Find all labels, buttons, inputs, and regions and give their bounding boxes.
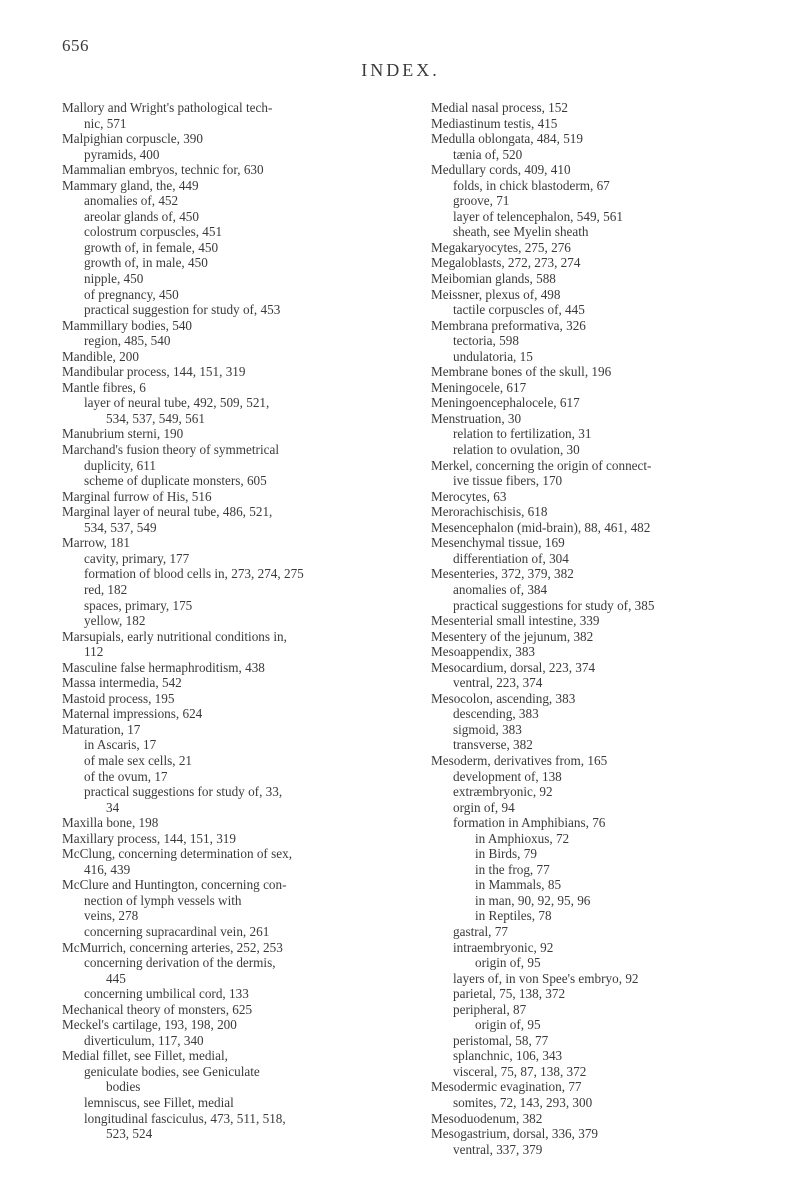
index-entry: formation in Amphibians, 76 [453,815,606,831]
index-entry: of male sex cells, 21 [84,752,193,768]
index-entry: transverse, 382 [453,737,533,753]
index-entry: pyramids, 400 [84,146,160,162]
index-entry: Mesencephalon (mid-brain), 88, 461, 482 [431,519,651,535]
index-entry: Menstruation, 30 [431,410,522,426]
index-entry: formation of blood cells in, 273, 274, 275 [84,566,304,582]
index-entry: somites, 72, 143, 293, 300 [453,1095,593,1110]
index-entry: longitudinal fasciculus, 473, 511, 518, [84,1110,286,1126]
index-entry: Mastoid process, 195 [62,690,175,706]
index-entry: Masculine false hermaphroditism, 438 [62,659,265,675]
index-entry: cavity, primary, 177 [84,550,190,566]
index-column-left [62,100,402,1142]
index-entry: Mandible, 200 [62,348,139,364]
index-entry: Meissner, plexus of, 498 [431,286,561,302]
index-entry: Marginal furrow of His, 516 [62,488,212,504]
index-entry: diverticulum, 117, 340 [84,1032,204,1048]
index-entry: scheme of duplicate monsters, 605 [84,473,267,489]
index-entry: Mesogastrium, dorsal, 336, 379 [431,1126,599,1142]
index-entry: Meningoencephalocele, 617 [431,395,580,411]
index-entry: Merkel, concerning the origin of connect- [431,457,652,473]
index-entry: bodies [106,1079,141,1095]
index-entry: Mesocolon, ascending, 383 [431,690,576,706]
index-entry: descending, 383 [453,706,539,722]
index-entry: Megakaryocytes, 275, 276 [431,239,571,255]
index-entry: development of, 138 [453,768,562,784]
index-entry: Mesocardium, dorsal, 223, 374 [431,659,596,675]
index-entry: Marrow, 181 [62,535,130,551]
index-entry: in Ascaris, 17 [84,737,157,753]
index-entry: peristomal, 58, 77 [453,1032,549,1048]
index-entry: Mandibular process, 144, 151, 319 [62,364,246,380]
index-entry: Mesoappendix, 383 [431,644,536,660]
index-entry: lemniscus, see Fillet, medial [84,1095,234,1110]
index-entry: yellow, 182 [84,613,146,629]
index-entry: relation to fertilization, 31 [453,426,592,442]
index-entry: growth of, in male, 450 [84,255,208,271]
index-column-right [431,100,783,1157]
index-entry: ventral, 223, 374 [453,675,543,691]
index-entry: layers of, in von Spee's embryo, 92 [453,970,639,986]
index-entry: Meckel's cartilage, 193, 198, 200 [62,1017,237,1033]
index-entry: 445 [106,970,126,986]
index-entry: practical suggestions for study of, 385 [453,597,655,613]
index-entry: growth of, in female, 450 [84,239,219,255]
index-entry: red, 182 [84,581,128,597]
index-entry: nipple, 450 [84,271,144,287]
index-entry: 523, 524 [106,1126,153,1142]
index-entry: undulatoria, 15 [453,348,533,364]
index-entry: extræmbryonic, 92 [453,784,553,800]
index-entry: 534, 537, 549 [84,519,157,535]
index-entry: Meningocele, 617 [431,379,527,395]
index-entry: practical suggestion for study of, 453 [84,302,281,318]
index-entry: Marginal layer of neural tube, 486, 521, [62,504,273,520]
index-entry: groove, 71 [453,193,510,209]
index-entry: of the ovum, 17 [84,768,168,784]
index-entry: in Amphioxus, 72 [475,830,570,846]
index-entry: orgin of, 94 [453,799,515,815]
index-entry: duplicity, 611 [84,457,156,473]
index-entry: Medial fillet, see Fillet, medial, [62,1048,228,1064]
index-entry: concerning umbilical cord, 133 [84,986,249,1002]
index-entry: ive tissue fibers, 170 [453,473,563,489]
index-entry: 34 [106,799,120,815]
index-entry: tactile corpuscles of, 445 [453,302,585,318]
index-entry: Maternal impressions, 624 [62,706,203,722]
index-entry: in Reptiles, 78 [475,908,552,924]
index-entry: McClure and Huntington, concerning con- [62,877,287,893]
index-entry: 416, 439 [84,861,131,877]
index-entry: Maxillary process, 144, 151, 319 [62,830,236,846]
index-entry: Medial nasal process, 152 [431,100,568,115]
index-entry: Mediastinum testis, 415 [431,115,558,131]
index-entry: McMurrich, concerning arteries, 252, 253 [62,939,283,955]
index-entry: ventral, 337, 379 [453,1141,543,1157]
index-entry: Meibomian glands, 588 [431,271,556,287]
index-entry: Mesenchymal tissue, 169 [431,535,565,551]
index-entry: Membrane bones of the skull, 196 [431,364,612,380]
index-entry: Membrana preformativa, 326 [431,317,586,333]
index-entry: Mammary gland, the, 449 [62,177,199,193]
index-entry: Mantle fibres, 6 [62,379,146,395]
index-entry: intraembryonic, 92 [453,939,554,955]
index-entry: Merocytes, 63 [431,488,507,504]
index-entry: gastral, 77 [453,923,508,939]
index-entry: origin of, 95 [475,955,541,971]
index-entry: 534, 537, 549, 561 [106,410,205,426]
index-entry: Maxilla bone, 198 [62,815,159,831]
index-entry: sheath, see Myelin sheath [453,224,589,240]
running-head: INDEX. [361,60,440,80]
index-entry: in man, 90, 92, 95, 96 [475,892,591,908]
index-entry: 112 [84,644,104,660]
index-entry: Marsupials, early nutritional conditions in, [62,628,287,644]
index-entry: in the frog, 77 [475,861,550,877]
index-entry: practical suggestions for study of, 33, [84,784,283,800]
index-entry: Megaloblasts, 272, 273, 274 [431,255,581,271]
index-entry: Mammillary bodies, 540 [62,317,193,333]
index-entry: nection of lymph vessels with [84,892,242,908]
index-entry: Medulla oblongata, 484, 519 [431,131,583,147]
index-entry: in Mammals, 85 [475,877,562,893]
index-entry: spaces, primary, 175 [84,597,193,613]
index-entry: anomalies of, 452 [84,193,179,209]
index-entry: Mesenteries, 372, 379, 382 [431,566,574,582]
index-entry: Merorachischisis, 618 [431,504,548,520]
index-entry: origin of, 95 [475,1017,541,1033]
index-entry: parietal, 75, 138, 372 [453,986,566,1002]
index-entry: Mesoduodenum, 382 [431,1110,543,1126]
index-entry: concerning supracardinal vein, 261 [84,923,270,939]
index-entry: layer of neural tube, 492, 509, 521, [84,395,270,411]
index-entry: nic, 571 [84,115,127,131]
index-entry: folds, in chick blastoderm, 67 [453,177,610,193]
index-entry: Mesenterial small intestine, 339 [431,613,600,629]
index-entry: Maturation, 17 [62,721,141,737]
index-entry: splanchnic, 106, 343 [453,1048,563,1064]
index-entry: Mesoderm, derivatives from, 165 [431,752,608,768]
index-entry: Mechanical theory of monsters, 625 [62,1001,253,1017]
index-entry: Mesentery of the jejunum, 382 [431,628,594,644]
index-entry: Manubrium sterni, 190 [62,426,184,442]
index-entry: areolar glands of, 450 [84,208,199,224]
index-entry: tænia of, 520 [453,146,523,162]
index-entry: relation to ovulation, 30 [453,442,580,458]
index-entry: Mammalian embryos, technic for, 630 [62,162,264,178]
index-entry: of pregnancy, 450 [84,286,179,302]
index-entry: visceral, 75, 87, 138, 372 [453,1063,587,1079]
index-entry: concerning derivation of the dermis, [84,955,276,971]
index-entry: peripheral, 87 [453,1001,527,1017]
index-entry: geniculate bodies, see Geniculate [84,1063,260,1079]
index-entry: differentiation of, 304 [453,550,569,566]
index-entry: tectoria, 598 [453,333,519,349]
index-entry: in Birds, 79 [475,846,537,862]
index-entry: Malpighian corpuscle, 390 [62,131,203,147]
index-entry: anomalies of, 384 [453,581,548,597]
index-entry: layer of telencephalon, 549, 561 [453,208,623,224]
index-entry: Medullary cords, 409, 410 [431,162,571,178]
index-entry: Massa intermedia, 542 [62,675,182,691]
index-entry: veins, 278 [84,908,139,924]
index-entry: Mallory and Wright's pathological tech- [62,100,273,115]
index-entry: region, 485, 540 [84,333,171,349]
index-entry: Mesodermic evagination, 77 [431,1079,582,1095]
page-number: 656 [62,36,89,55]
index-entry: sigmoid, 383 [453,721,522,737]
index-entry: McClung, concerning determination of sex, [62,846,292,862]
index-entry: colostrum corpuscles, 451 [84,224,223,240]
index-entry: Marchand's fusion theory of symmetrical [62,442,279,458]
